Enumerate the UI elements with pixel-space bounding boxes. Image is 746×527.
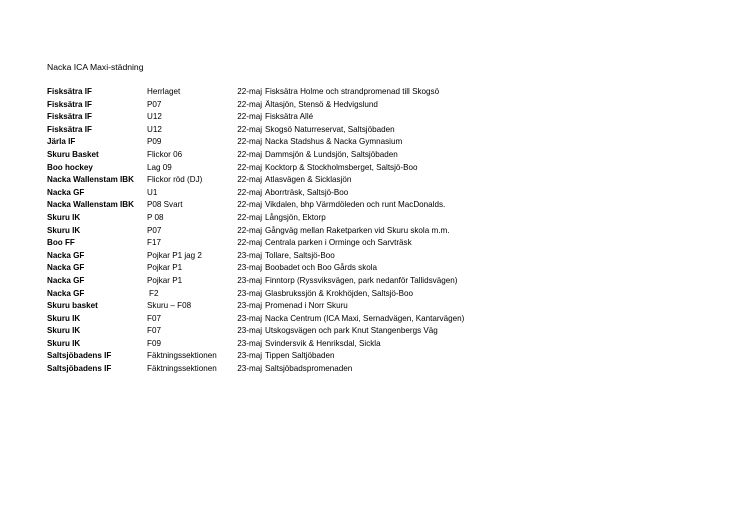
date-cell: 23-maj (237, 313, 262, 323)
club-cell: Nacka GF (47, 250, 85, 260)
club-cell: Nacka GF (47, 288, 85, 298)
date-cell: 23-maj (237, 263, 262, 273)
date-cell: 23-maj (237, 288, 262, 298)
club-cell: Fisksätra IF (47, 99, 92, 109)
document-title: Nacka ICA Maxi-städning (47, 62, 144, 72)
place-cell: Skogsö Naturreservat, Saltsjöbaden (265, 124, 395, 134)
team-cell: Fäktningssektionen (147, 364, 217, 374)
team-cell: Herrlaget (147, 87, 181, 96)
place-cell: Vikdalen, bhp Värmdöleden och runt MacDonalds. (265, 200, 446, 210)
club-cell: Skuru IK (47, 313, 81, 323)
team-cell: U1 (147, 187, 158, 197)
club-cell: Nacka GF (47, 275, 85, 285)
place-cell: Utskogsvägen och park Knut Stangenbergs Väg (265, 326, 438, 336)
place-cell: Atlasvägen & Sicklasjön (265, 175, 352, 185)
team-cell: F07 (147, 326, 161, 336)
club-cell: Boo hockey (47, 162, 93, 172)
team-cell: Fäktningssektionen (147, 351, 217, 361)
date-cell: 23-maj (237, 250, 262, 260)
date-cell: 23-maj (237, 338, 262, 348)
team-cell: Pojkar P1 (147, 263, 183, 273)
team-cell: P07 (147, 99, 162, 109)
team-cell: F09 (147, 338, 161, 348)
team-cell: P09 (147, 137, 162, 147)
date-cell: 23-maj (237, 326, 262, 336)
club-cell: Fisksätra IF (47, 112, 92, 122)
date-cell: 22-maj (237, 99, 262, 109)
team-cell: F07 (147, 313, 161, 323)
date-cell: 22-maj (237, 175, 262, 185)
date-cell: 23-maj (237, 351, 262, 361)
club-cell: Fisksätra IF (47, 87, 92, 96)
team-cell: Skuru – F08 (147, 301, 192, 311)
club-cell: Skuru IK (47, 326, 81, 336)
place-cell: Ältasjön, Stensö & Hedvigslund (265, 99, 378, 109)
place-cell: Boobadet och Boo Gårds skola (265, 263, 378, 273)
team-cell: Pojkar P1 jag 2 (147, 250, 202, 260)
place-cell: Centrala parken i Orminge och Sarvträsk (265, 238, 412, 248)
date-cell: 22-maj (237, 87, 262, 96)
club-cell: Nacka Wallenstam IBK (47, 200, 134, 210)
club-cell: Saltsjöbadens IF (47, 364, 112, 374)
date-cell: 22-maj (237, 212, 262, 222)
club-cell: Skuru basket (47, 301, 98, 311)
club-cell: Nacka GF (47, 187, 85, 197)
club-cell: Fisksätra IF (47, 124, 92, 134)
club-cell: Nacka Wallenstam IBK (47, 175, 134, 185)
club-cell: Järla IF (47, 137, 76, 147)
club-cell: Skuru IK (47, 212, 81, 222)
team-cell: P 08 (147, 212, 164, 222)
date-cell: 22-maj (237, 124, 262, 134)
place-cell: Dammsjön & Lundsjön, Saltsjöbaden (265, 149, 398, 159)
team-cell: Flickor röd (DJ) (147, 175, 203, 185)
place-cell: Aborrträsk, Saltsjö-Boo (265, 187, 349, 197)
place-cell: Finntorp (Ryssviksvägen, park nedanför Tallidsvägen) (265, 275, 458, 285)
place-cell: Fisksätra Holme och strandpromenad till Skogsö (265, 87, 440, 96)
place-cell: Promenad i Norr Skuru (265, 301, 348, 311)
date-cell: 22-maj (237, 187, 262, 197)
date-cell: 22-maj (237, 112, 262, 122)
team-cell: F17 (147, 238, 161, 248)
place-cell: Tollare, Saltsjö-Boo (265, 250, 335, 260)
team-cell: P08 Svart (147, 200, 183, 210)
place-cell: Nacka Centrum (ICA Maxi, Sernadvägen, Kantarvägen) (265, 313, 465, 323)
team-cell: U12 (147, 112, 162, 122)
place-cell: Långsjön, Ektorp (265, 212, 326, 222)
date-cell: 22-maj (237, 137, 262, 147)
date-cell: 22-maj (237, 162, 262, 172)
date-cell: 22-maj (237, 149, 262, 159)
place-cell: Tippen Saltjöbaden (265, 351, 335, 361)
place-cell: Glasbrukssjön & Krokhöjden, Saltsjö-Boo (265, 288, 414, 298)
team-cell: U12 (147, 124, 162, 134)
date-cell: 23-maj (237, 301, 262, 311)
club-cell: Boo FF (47, 238, 75, 248)
place-cell: Nacka Stadshus & Nacka Gymnasium (265, 137, 403, 147)
team-cell: Lag 09 (147, 162, 172, 172)
place-cell: Gångväg mellan Raketparken vid Skuru skola m.m. (265, 225, 450, 235)
place-cell: Svindersvik & Henriksdal, Sickla (265, 338, 381, 348)
club-cell: Saltsjöbadens IF (47, 351, 112, 361)
place-cell: Fisksätra Allé (265, 112, 314, 122)
club-cell: Skuru IK (47, 338, 81, 348)
team-cell: Pojkar P1 (147, 275, 183, 285)
date-cell: 22-maj (237, 200, 262, 210)
date-cell: 23-maj (237, 275, 262, 285)
team-cell: P07 (147, 225, 162, 235)
club-cell: Skuru IK (47, 225, 81, 235)
date-cell: 22-maj (237, 238, 262, 248)
place-cell: Kocktorp & Stockholmsberget, Saltsjö-Boo (265, 162, 418, 172)
team-cell: Flickor 06 (147, 149, 183, 159)
team-cell: F2 (149, 288, 159, 298)
place-cell: Saltsjöbadspromenaden (265, 364, 353, 374)
date-cell: 23-maj (237, 364, 262, 374)
club-cell: Skuru Basket (47, 149, 99, 159)
date-cell: 22-maj (237, 225, 262, 235)
club-cell: Nacka GF (47, 263, 85, 273)
